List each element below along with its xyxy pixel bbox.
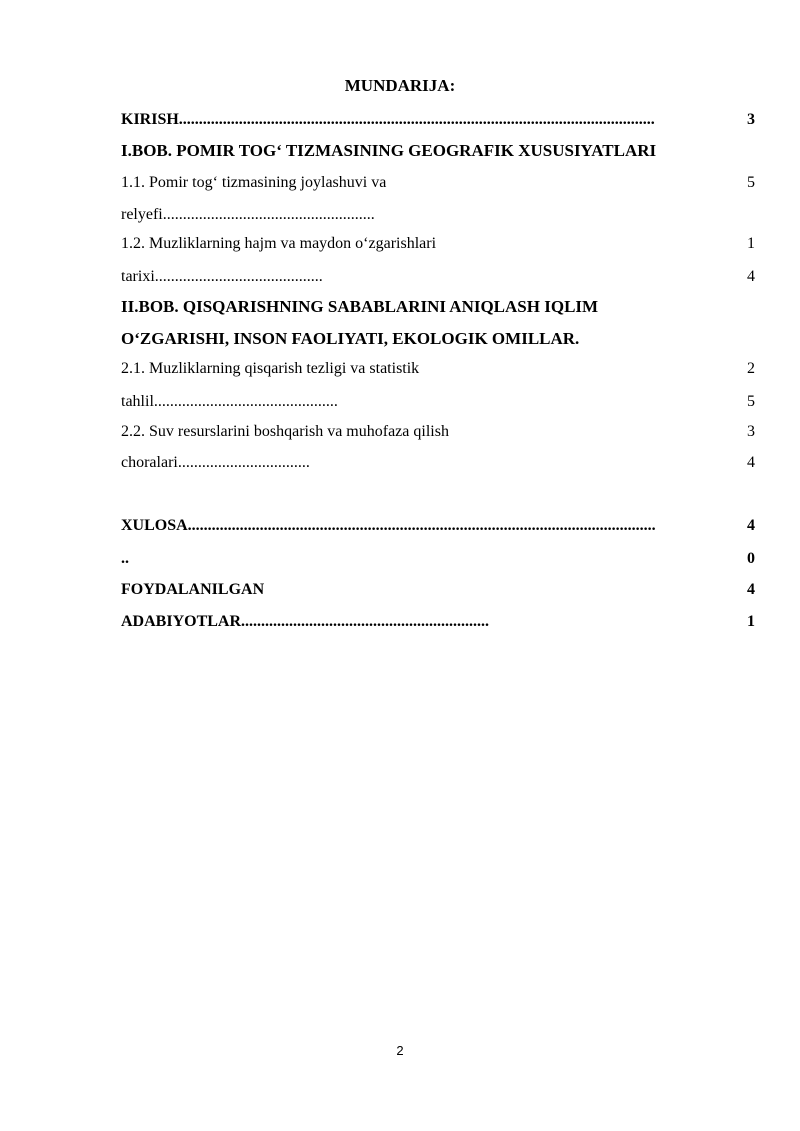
toc-entry-2-2-cont[interactable]: choralari................................. [121, 454, 310, 471]
toc-chapter-2-heading[interactable]: II.BOB. QISQARISHNING SABABLARINI ANIQLASH IQLIM [121, 297, 599, 316]
toc-entry-xulosa[interactable]: XULOSA..................................................................................................................... [121, 517, 656, 534]
toc-chapter-1-heading[interactable]: I.BOB. POMIR TOG‘ TIZMASINING GEOGRAFIK XUSUSIYATLARI [121, 141, 657, 160]
toc-page-1-2-cont: 4 [747, 268, 755, 285]
toc-entry-1-2-cont[interactable]: tarixi.......................................... [121, 268, 323, 285]
toc-entry-foydalanilgan[interactable]: FOYDALANILGAN [121, 581, 265, 598]
toc-entry-1-1[interactable]: 1.1. Pomir tog‘ tizmasining joylashuvi va [121, 174, 387, 191]
toc-page-2-1: 2 [747, 360, 755, 377]
toc-page-kirish: 3 [747, 111, 755, 128]
toc-entry-2-2[interactable]: 2.2. Suv resurslarini boshqarish va muhofaza qilish [121, 423, 449, 440]
toc-page-2-2: 3 [747, 423, 755, 440]
toc-page-adabiyotlar: 1 [747, 613, 755, 630]
toc-entry-2-1-cont[interactable]: tahlil.............................................. [121, 393, 338, 410]
toc-entry-1-1-cont[interactable]: relyefi..................................................... [121, 206, 375, 223]
toc-entry-2-1[interactable]: 2.1. Muzliklarning qisqarish tezligi va statistik [121, 360, 420, 377]
toc-page-foydalanilgan: 4 [747, 581, 755, 598]
page-number: 2 [396, 1043, 404, 1058]
toc-entry-xulosa-cont: .. [121, 550, 129, 567]
toc-page-xulosa: 4 [747, 517, 755, 534]
toc-page-1-1: 5 [747, 174, 755, 191]
toc-page-2-2-cont: 4 [747, 454, 755, 471]
toc-entry-adabiyotlar[interactable]: ADABIYOTLAR.............................................................. [121, 613, 490, 630]
page-title: MUNDARIJA: [344, 76, 456, 95]
toc-page-2-1-cont: 5 [747, 393, 755, 410]
toc-page-1-2: 1 [747, 235, 755, 252]
toc-entry-1-2[interactable]: 1.2. Muzliklarning hajm va maydon o‘zgarishlari [121, 235, 437, 252]
toc-page-xulosa-cont: 0 [747, 550, 755, 567]
toc-chapter-2-heading-cont[interactable]: O‘ZGARISHI, INSON FAOLIYATI, EKOLOGIK OMILLAR. [121, 329, 580, 348]
toc-entry-kirish[interactable]: KIRISH....................................................................................................................... [121, 111, 655, 128]
